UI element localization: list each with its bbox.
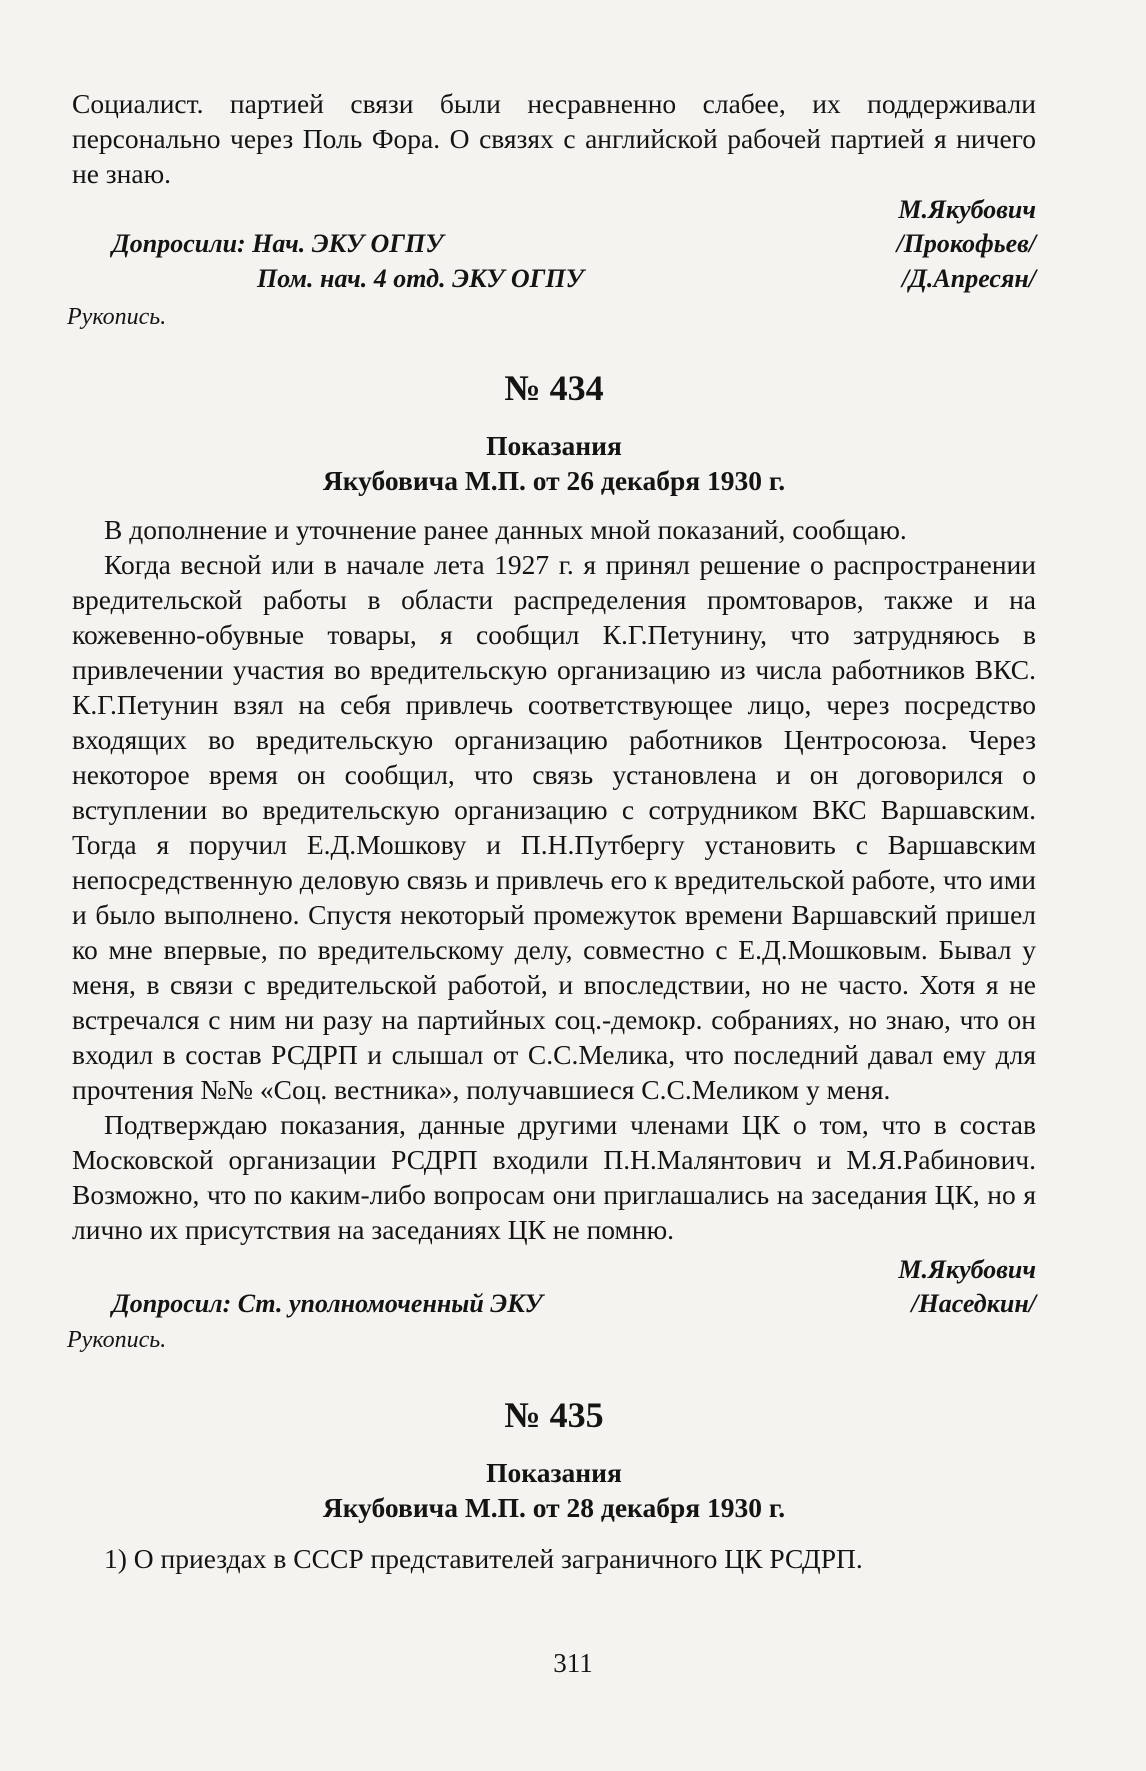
interrogator-label: Допросил: Ст. уполномоченный ЭКУ (112, 1289, 543, 1318)
document-number: № 435 (504, 1395, 604, 1435)
document-subtitle: Якубовича М.П. от 28 декабря 1930 г. (322, 1492, 786, 1523)
paragraph: Подтверждаю показания, данные другими членами ЦК о том, что в состав Московской организации РСДРП входили П.Н.Малянтович и М.Я.Рабинович. Возможно, что по каким-либо вопросам они приглашались на заседания ЦК, но я лично их присутствия на заседаниях ЦК не помню. (72, 1109, 1036, 1245)
document-subtitle: Якубовича М.П. от 26 декабря 1930 г. (322, 465, 786, 496)
document-page (67, 86, 1036, 1576)
signature: М.Якубович (898, 195, 1036, 224)
top-paragraph: Социалист. партией связи были несравненно слабее, их поддерживали персонально через Поль Фора. О связях с английской рабочей партией я ничего не знаю. (72, 88, 1036, 189)
paragraph: В дополнение и уточнение ранее данных мной показаний, сообщаю. (104, 514, 907, 545)
manuscript-note: Рукопись. (67, 304, 167, 330)
page-number: 311 (553, 1648, 593, 1678)
interrogator-name: /Наседкин/ (911, 1289, 1036, 1318)
interrogators-label: Допросили: Нач. ЭКУ ОГПУ (112, 229, 444, 258)
paragraph: 1) О приездах в СССР представителей заграничного ЦК РСДРП. (104, 1543, 863, 1574)
signature: М.Якубович (898, 1255, 1036, 1284)
document-number: № 434 (504, 368, 604, 408)
interrogator-name: /Прокофьев/ (896, 229, 1036, 258)
interrogators-line-1 (72, 226, 1036, 261)
manuscript-note: Рукопись. (67, 1327, 167, 1353)
interrogators-line-2 (72, 261, 1036, 296)
document-title: Показания (486, 430, 622, 461)
interrogator-name: /Д.Апресян/ (901, 264, 1036, 293)
interrogator-label: Пом. нач. 4 отд. ЭКУ ОГПУ (257, 264, 584, 293)
paragraph: Когда весной или в начале лета 1927 г. я принял решение о распространении вредительской работы в области распределения промтоваров, также и на кожевенно-обувные товары, я сообщил К.Г.Петунину, что затрудняюсь в привлечении участия во вредительскую организацию из числа работников ВКС. К.Г.Петунин взял на себя привлечь соответствующее лицо, через посредство входящих во вредительскую организацию работников Центросоюза. Через некоторое время он сообщил, что связь установлена и он договорился о вступлении во вредительскую организацию с сотрудником ВКС Варшавским. Тогда я поручил Е.Д.Мошкову и П.Н.Путбергу установить с Варшавским непосредственную деловую связь и привлечь его к вредительской работе, что ими и было выполнено. Спустя некоторый промежуток времени Варшавский пришел ко мне впервые, по вредительскому делу, совместно с Е.Д.Мошковым. Бывал у меня, в связи с вредительской работой, и впоследствии, но не часто. Хотя я не встречался с ним ни разу на партийных соц.-демокр. собраниях, но знаю, что он входил в состав РСДРП и слышал от С.С.Мелика, что последний давал ему для прочтения №№ «Соц. вестника», получавшиеся С.С.Меликом у меня. (72, 549, 1036, 1105)
document-title: Показания (486, 1457, 622, 1488)
interrogator-line (72, 1286, 1036, 1321)
